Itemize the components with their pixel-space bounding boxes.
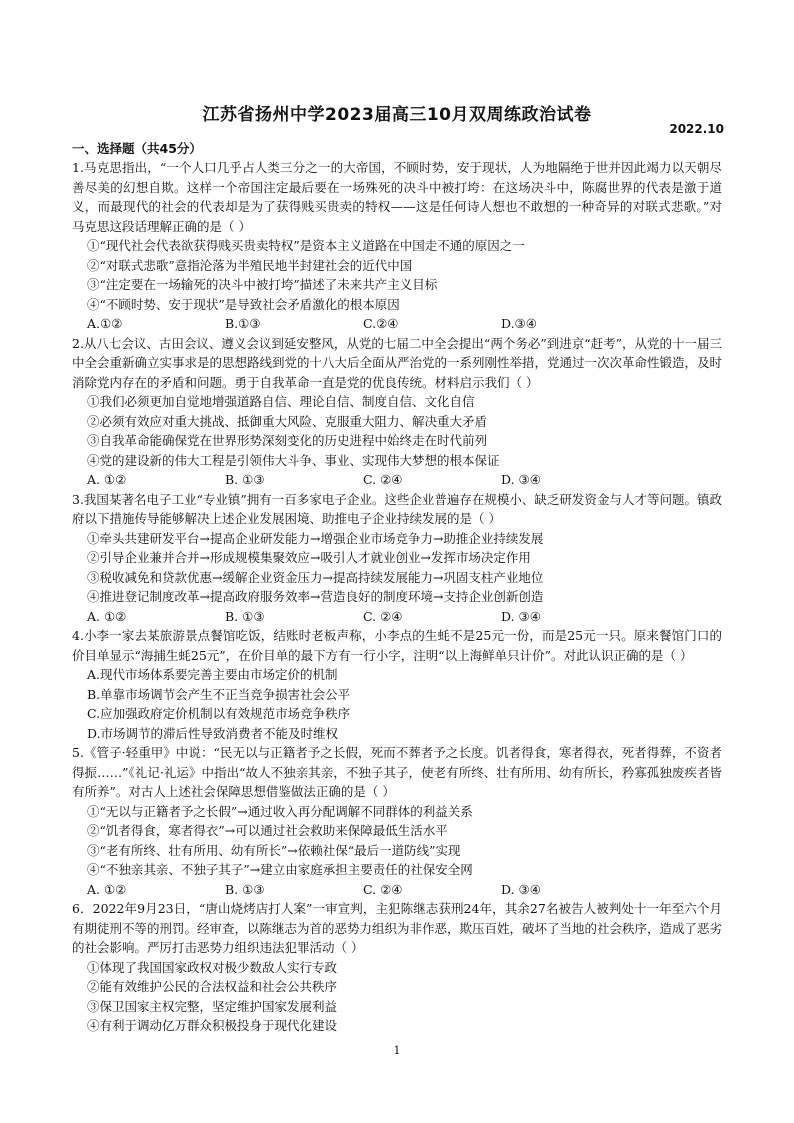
question-stem: 4.小李一家去某旅游景点餐馆吃饭，结账时老板声称，小李点的生蚝不是25元一份，而是25元一只。原来餐馆门口的价目单显示“海捕生蚝25元”，在价目单的最下方有一行小字，注明“以上海鲜单只计价”。对此认识正确的是（ ）: [72, 628, 722, 663]
question-stem: 6．2022年9月23日，“唐山烧烤店打人案”一审宣判，主犯陈继志获刑24年，其余27名被告人被判处十一年至六个月有期徒刑不等的刑罚。经审查，以陈继志为首的恶势力组织为非作恶，欺压百姓，破坏了当地的社会秩序，造成了恶劣的社会影响。严厉打击恶势力组织违法犯罪活动（ ）: [72, 901, 723, 955]
answer-choice: C.②④: [363, 316, 399, 331]
answer-choice: D.③④: [501, 316, 537, 331]
answer-choice: C. ②④: [363, 472, 403, 487]
question-option: C.应加强政府定价机制以有效规范市场竞争秩序: [87, 706, 351, 721]
answer-choice: A. ①②: [87, 608, 127, 624]
question-option: ④党的建设新的伟大工程是引领伟大斗争、事业、实现伟大梦想的根本保证: [87, 452, 500, 468]
answer-choice: C. ②④: [363, 608, 403, 624]
exam-content: [72, 140, 722, 1036]
answer-choices: [72, 607, 722, 627]
exam-date: 2022.10: [669, 122, 724, 136]
question-3: [72, 490, 722, 627]
answer-choice: B. ①③: [225, 472, 265, 487]
answer-choices: [72, 880, 722, 900]
question-option: ④推进登记制度改革→提高政府服务效率→营造良好的制度环境→支持企业创新创造: [87, 589, 544, 604]
question-option: ②引导企业兼并合并→形成规模集聚效应→吸引人才就业创业→发挥市场决定作用: [87, 550, 531, 565]
question-option: ④“不顾时势、安于现状”是导致社会矛盾激化的根本原因: [87, 296, 400, 312]
question-4: [72, 626, 722, 743]
question-option: ③“老有所终、壮有所用、幼有所长”→依赖社保“最后一道防线”实现: [87, 842, 461, 858]
question-option: ①牵头共建研发平台→提高企业研发能力→增强企业市场竞争力→助推企业持续发展: [87, 530, 544, 546]
question-stem: 1.马克思指出，“一个人口几乎占人类三分之一的大帝国，不顾时势，安于现状，人为地隔绝于世并因此竭力以天朝尽善尽美的幻想自欺。这样一个帝国注定最后要在一场殊死的决斗中被打垮：在这场决斗中，陈腐世界的代表是激于道义，而最现代的社会的代表却是为了获得贱买贵卖的特权——这是任何诗人想也不敢想的一种奇异的对联式悲歌。”对马克思这段话理解正确的是（ ）: [72, 160, 722, 234]
answer-choice: A.①②: [87, 316, 123, 331]
answer-choice: C. ②④: [363, 881, 403, 897]
question-option: ③保卫国家主权完整，坚定维护国家发展利益: [87, 998, 338, 1014]
answer-choices: [72, 314, 722, 334]
answer-choice: B. ①③: [225, 608, 265, 624]
question-option: ③“注定要在一场输死的决斗中被打垮”描述了未来共产主义目标: [87, 277, 438, 292]
answer-choice: D. ③④: [501, 881, 541, 897]
question-6: [72, 899, 722, 1036]
question-option: ①体现了我国国家政权对极少数敌人实行专政: [87, 959, 338, 975]
answer-choice: A. ①②: [87, 881, 127, 897]
question-option: B.单靠市场调节会产生不正当竞争损害社会公平: [87, 686, 351, 702]
question-option: ③自我革命能确保党在世界形势深刻变化的历史进程中始终走在时代前列: [87, 433, 488, 448]
question-option: ②“饥者得食，寒者得衣”→可以通过社会救助来保障最低生活水平: [87, 823, 448, 838]
question-2: [72, 334, 722, 490]
page-number: 1: [393, 1044, 401, 1057]
question-option: ④“不独亲其亲、不独子其子”→建立由家庭承担主要责任的社保安全网: [87, 862, 473, 877]
question-5: [72, 743, 722, 899]
question-option: ①我们必须更加自觉地增强道路自信、理论自信、制度自信、文化自信: [87, 394, 475, 409]
question-list: [72, 158, 722, 1036]
answer-choice: D. ③④: [501, 608, 541, 624]
question-option: ②能有效维护公民的合法权益和社会公共秩序: [87, 979, 338, 994]
question-option: D.市场调节的滞后性导致消费者不能及时维权: [87, 725, 339, 741]
question-option: A.现代市场体系要完善主要由市场定价的机制: [87, 667, 338, 682]
question-stem: 2.从八七会议、古田会议、遵义会议到延安整风，从党的七届二中全会提出“两个务必”到进京“赶考”，从党的十一届三中全会重新确立实事求是的思想路线到党的十八大后全面从严治党的一系列刚性举措，党通过一次次革命性锻造，及时消除党内存在的矛盾和问题。勇于自我革命一直是党的优良传统。材料启示我们（ ）: [72, 335, 723, 390]
question-option: ②“对联式悲歌”意指沦落为半殖民地半封建社会的近代中国: [87, 257, 413, 273]
answer-choice: A. ①②: [87, 472, 127, 487]
answer-choices: [72, 470, 722, 490]
section-heading: 一、选择题（共45分）: [72, 141, 202, 156]
answer-choice: B.①③: [225, 316, 261, 331]
question-option: ④有利于调动亿万群众积极投身于现代化建设: [87, 1018, 338, 1033]
question-stem: 3.我国某著名电子工业“专业镇”拥有一百多家电子企业。这些企业普遍存在规模小、缺乏研发资金与人才等问题。镇政府以下措施传导能够解决上述企业发展困境、助推电子企业持续发展的是（ ）: [72, 491, 722, 526]
question-option: ①“无以与正籍者予之长假”→通过收入再分配调解不同群体的利益关系: [87, 803, 473, 819]
answer-choice: B. ①③: [225, 881, 265, 897]
question-option: ③税收减免和贷款优惠→缓解企业资金压力→提高持续发展能力→巩固支柱产业地位: [87, 569, 544, 585]
answer-choice: D. ③④: [501, 472, 541, 487]
question-stem: 5.《管子·轻重甲》中说：“民无以与正籍者予之长假，死而不葬者予之长度。饥者得食，寒者得衣，死者得葬，不资者得振……”《礼记·礼运》中指出“故人不独亲其亲，不独子其子，使老有所终、壮有所用、幼有所长，矜寡孤独废疾者皆有所养”。对古人上述社会保障思想借鉴做法正确的是（ ）: [72, 745, 722, 799]
page-title: 江苏省扬州中学2023届高三10月双周练政治试卷: [202, 105, 592, 125]
question-1: [72, 158, 722, 334]
question-option: ①“现代社会代表欲获得贱买贵卖特权”是资本主义道路在中国走不通的原因之一: [87, 238, 525, 253]
question-option: ②必须有效应对重大挑战、抵御重大风险、克服重大阻力、解决重大矛盾: [87, 413, 488, 429]
